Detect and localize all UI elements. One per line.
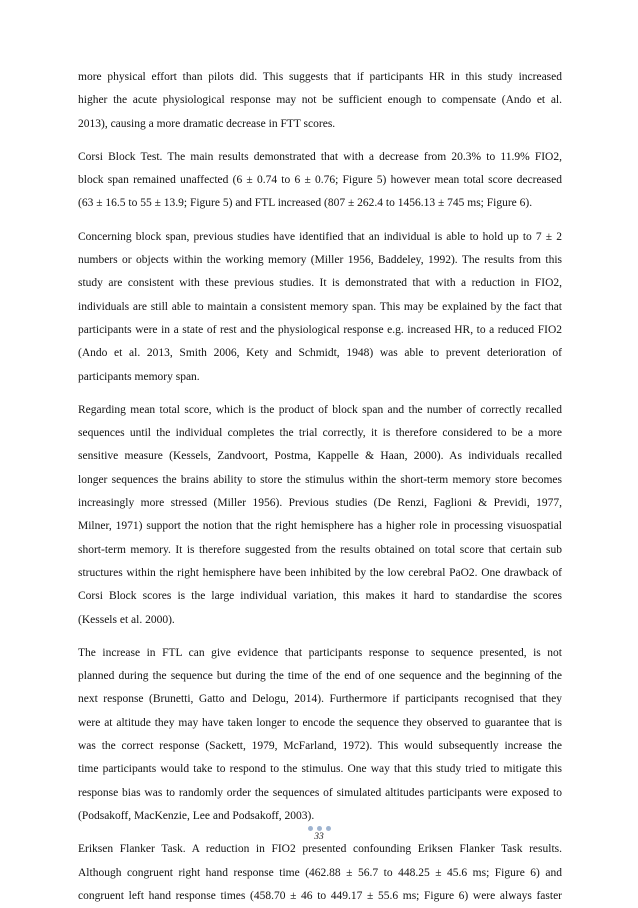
text-line: (Ando et al. 2013, Smith 2006, Kety and Schmidt, 1948) was able to prevent deterioration of — [78, 347, 562, 360]
text-line: sensitive measure (Kessels, Zandvoort, Postma, Kappelle & Haan, 2000). As individuals recalled — [78, 450, 562, 463]
dot-icon — [326, 826, 331, 831]
dot-icon — [308, 826, 313, 831]
text-line: Eriksen Flanker Task. A reduction in FIO2 presented confounding Eriksen Flanker Task results. — [78, 843, 562, 856]
footer-dots-icon — [0, 826, 638, 831]
text-line: congruent left hand response times (458.70 ± 46 to 449.17 ± 55.6 ms; Figure 6) were always faster — [78, 889, 562, 902]
text-line: response bias was to randomly order the sequences of simulated altitudes participants were exposed to — [78, 786, 562, 799]
text-line: short-term memory. It is therefore suggested from the results obtained on total score that certain sub — [78, 543, 562, 556]
text-line: Milner, 1971) support the notion that the right hemisphere has a higher role in processing visuospatial — [78, 520, 562, 533]
text-line: study are consistent with these previous studies. It is demonstrated that with a reduction in FIO2, — [78, 277, 562, 290]
paragraph — [78, 226, 562, 389]
text-line: longer sequences the brains ability to store the stimulus within the short-term memory store becomes — [78, 473, 562, 486]
page-footer — [0, 826, 638, 842]
text-line: Corsi Block Test. The main results demonstrated that with a decrease from 20.3% to 11.9% FIO2, — [78, 150, 562, 163]
text-line: Although congruent right hand response time (462.88 ± 56.7 to 448.25 ± 45.6 ms; Figure 6) and — [78, 866, 562, 879]
text-line: time participants would take to respond to the stimulus. One way that this study tried to mitigate this — [78, 763, 562, 776]
paragraph — [78, 146, 562, 216]
text-line: were at altitude they may have taken longer to encode the sequence they observed to guarantee that is — [78, 716, 562, 729]
text-line: increasingly more stressed (Miller 1956). Previous studies (De Renzi, Faglioni & Previdi, 1977, — [78, 497, 562, 510]
text-line: next response (Brunetti, Gatto and Delogu, 2014). Furthermore if participants recognised that they — [78, 693, 562, 706]
text-line: Regarding mean total score, which is the product of block span and the number of correctly recalled — [78, 403, 562, 416]
text-line: (Kessels et al. 2000). — [78, 613, 175, 626]
text-line: individuals are still able to maintain a consistent memory span. This may be explained by the fact that — [78, 300, 562, 313]
text-line: was the correct response (Sackett, 1979, McFarland, 1972). This would subsequently increase the — [78, 740, 562, 753]
text-line: (Podsakoff, MacKenzie, Lee and Podsakoff, 2003). — [78, 809, 315, 822]
text-line: numbers or objects within the working memory (Miller 1956, Baddeley, 1992). The results from this — [78, 254, 562, 267]
text-line: 2013), causing a more dramatic decrease in FTT scores. — [78, 117, 336, 130]
text-line: The increase in FTL can give evidence that participants response to sequence presented, is not — [78, 646, 562, 659]
text-line: participants were in a state of rest and the physiological response e.g. increased HR, to a reduced FIO2 — [78, 323, 562, 336]
paragraph — [78, 399, 562, 632]
paragraph — [78, 642, 562, 828]
paragraph — [78, 66, 562, 136]
text-line: Corsi Block scores is the large individual variation, this makes it hard to standardise the scores — [78, 590, 562, 603]
dot-icon — [317, 826, 322, 831]
page-number: 33 — [314, 832, 324, 842]
text-line: structures within the right hemisphere have been inhibited by the low cerebral PaO2. One drawback of — [78, 566, 562, 579]
paragraph — [78, 838, 562, 908]
text-line: sequences until the individual completes the trial correctly, it is therefore considered to be a more — [78, 427, 562, 440]
document-body — [78, 66, 562, 908]
text-line: (63 ± 16.5 to 55 ± 13.9; Figure 5) and FTL increased (807 ± 262.4 to 1456.13 ± 745 ms; Figure 6). — [78, 197, 533, 210]
text-line: Concerning block span, previous studies have identified that an individual is able to hold up to 7 ± 2 — [78, 230, 562, 243]
text-line: block span remained unaffected (6 ± 0.74 to 6 ± 0.76; Figure 5) however mean total score decreased — [78, 174, 562, 187]
text-line: higher the acute physiological response may not be sufficient enough to compensate (Ando et al. — [78, 94, 562, 107]
text-line: participants memory span. — [78, 370, 200, 383]
text-line: planned during the sequence but during the time of the end of one sequence and the beginning of the — [78, 670, 562, 683]
text-line: more physical effort than pilots did. This suggests that if participants HR in this study increased — [78, 71, 562, 83]
